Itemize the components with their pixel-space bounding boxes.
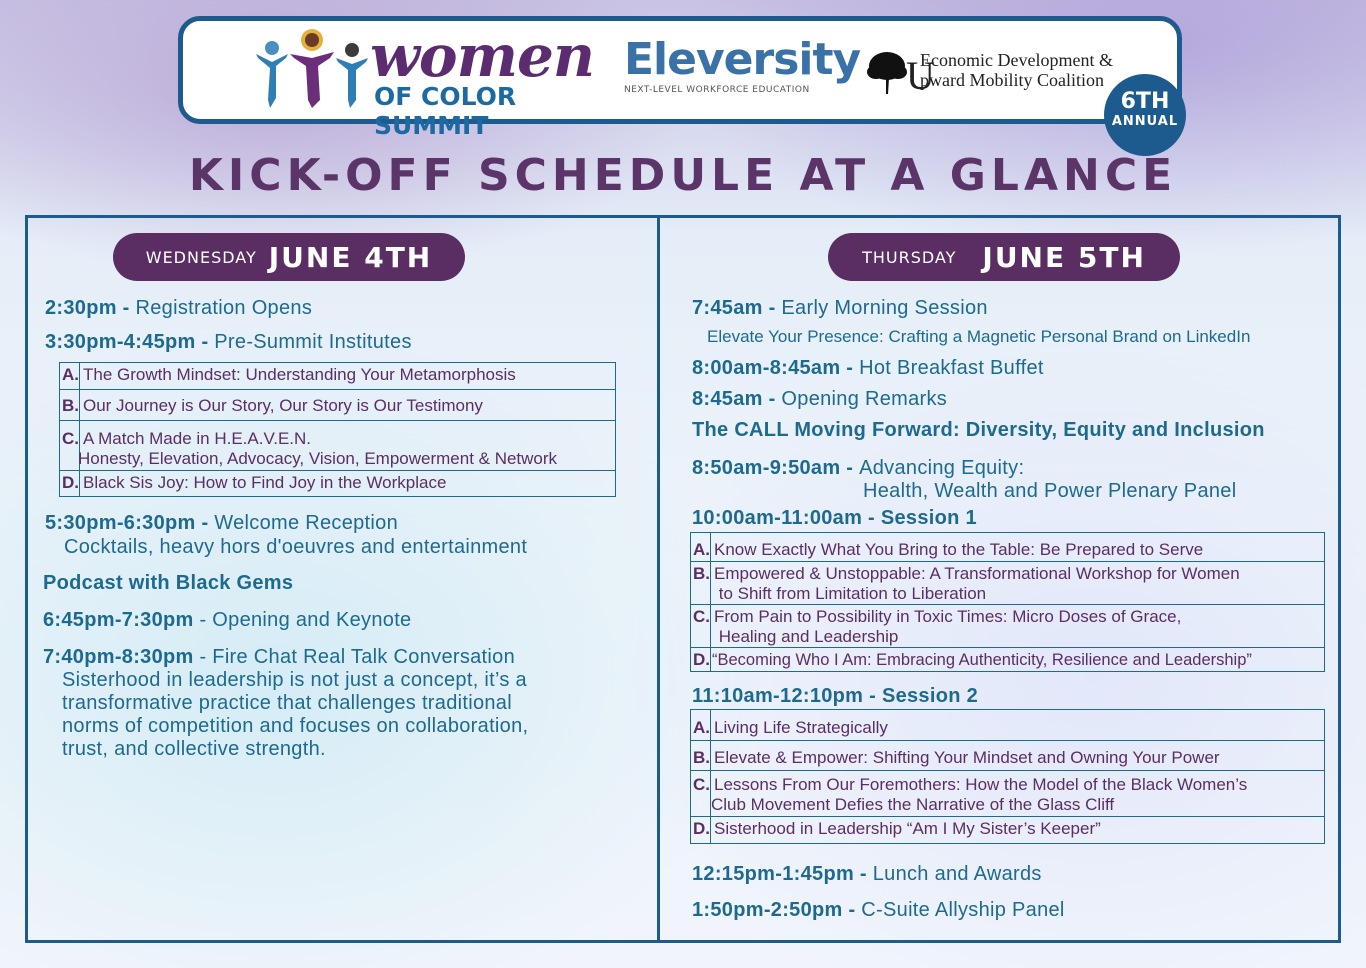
institute-letter: A. bbox=[60, 363, 80, 390]
session1-text-line1: Empowered & Unstoppable: A Transformational Workshop for Women bbox=[714, 564, 1240, 583]
registration-item bbox=[45, 297, 312, 320]
panel-label-2: Health, Wealth and Power Plenary Panel bbox=[863, 480, 1237, 502]
remarks-item bbox=[692, 388, 947, 411]
women-wordmark: women bbox=[370, 22, 595, 90]
session1-text bbox=[711, 605, 1325, 648]
early-session-time: 7:45am - bbox=[692, 297, 782, 319]
firechat-label: - Fire Chat Real Talk Conversation bbox=[193, 646, 515, 668]
table-row bbox=[691, 771, 1325, 817]
session2-text-line2: Club Movement Defies the Narrative of the Glass Cliff bbox=[711, 795, 1115, 814]
session1-text-line1: From Pain to Possibility in Toxic Times: Micro Doses of Grace, bbox=[714, 607, 1182, 626]
edumc-line-1: Economic Development & bbox=[920, 50, 1113, 70]
firechat-desc-line: norms of competition and focuses on collaboration, bbox=[62, 715, 529, 737]
badge-number: 6TH bbox=[1120, 89, 1170, 114]
people-figures-icon bbox=[250, 28, 370, 114]
keynote-label: - Opening and Keynote bbox=[193, 609, 412, 631]
of-color-summit-wordmark: OF COLOR SUMMIT bbox=[374, 82, 517, 140]
table-row bbox=[691, 562, 1325, 605]
session2-letter: C. bbox=[691, 771, 711, 817]
breakfast-label: Hot Breakfast Buffet bbox=[859, 357, 1044, 379]
csuite-item bbox=[692, 899, 1065, 922]
sixth-annual-badge bbox=[1104, 74, 1186, 156]
table-row bbox=[60, 390, 616, 421]
table-row bbox=[691, 817, 1325, 844]
session1-heading: 10:00am-11:00am - Session 1 bbox=[692, 507, 977, 529]
thursday-date-label: JUNE 5TH bbox=[982, 240, 1146, 274]
panel-time: 8:50am-9:50am - bbox=[692, 457, 860, 479]
session2-text: Elevate & Empower: Shifting Your Mindset and Owning Your Power bbox=[711, 741, 1325, 771]
registration-time: 2:30pm - bbox=[45, 297, 136, 319]
session2-heading: 11:10am-12:10pm - Session 2 bbox=[692, 685, 979, 707]
session2-text: Sisterhood in Leadership “Am I My Sister’s Keeper” bbox=[711, 817, 1325, 844]
presummit-label: Pre-Summit Institutes bbox=[214, 331, 412, 353]
firechat-desc-line: transformative practice that challenges traditional bbox=[62, 692, 512, 714]
tree-icon bbox=[866, 48, 908, 94]
presummit-item bbox=[45, 331, 412, 354]
session1-letter: B. bbox=[691, 562, 711, 605]
session1-table bbox=[690, 532, 1325, 672]
presummit-time: 3:30pm-4:45pm - bbox=[45, 331, 215, 353]
table-row bbox=[60, 363, 616, 390]
breakfast-time: 8:00am-8:45am - bbox=[692, 357, 860, 379]
csuite-label: C-Suite Allyship Panel bbox=[861, 899, 1065, 921]
session1-letter: D. bbox=[691, 648, 711, 672]
institute-letter: D. bbox=[60, 471, 80, 497]
session2-letter: D. bbox=[691, 817, 711, 844]
institute-text: Our Journey is Our Story, Our Story is Our Testimony bbox=[80, 390, 616, 421]
badge-text: ANNUAL bbox=[1111, 114, 1179, 129]
table-row bbox=[691, 741, 1325, 771]
institute-letter: C. bbox=[60, 421, 80, 471]
remarks-label: Opening Remarks bbox=[781, 388, 948, 410]
reception-item bbox=[45, 512, 398, 535]
session2-table bbox=[690, 709, 1325, 844]
table-row bbox=[60, 471, 616, 497]
lunch-label: Lunch and Awards bbox=[872, 863, 1042, 885]
early-session-item bbox=[692, 297, 988, 320]
lunch-time: 12:15pm-1:45pm - bbox=[692, 863, 873, 885]
page-title: KICK-OFF SCHEDULE AT A GLANCE bbox=[188, 150, 1178, 201]
table-row bbox=[691, 533, 1325, 562]
institute-text-line1: A Match Made in H.E.A.V.E.N. bbox=[83, 429, 312, 448]
keynote-time: 6:45pm-7:30pm bbox=[43, 609, 194, 631]
thursday-header-pill bbox=[828, 233, 1180, 281]
remarks-time: 8:45am - bbox=[692, 388, 782, 410]
session1-letter: C. bbox=[691, 605, 711, 648]
edumc-letter-u: U bbox=[906, 53, 935, 98]
institute-letter: B. bbox=[60, 390, 80, 421]
reception-time: 5:30pm-6:30pm - bbox=[45, 512, 215, 534]
women-of-color-summit-logo bbox=[250, 22, 610, 140]
session2-text bbox=[711, 771, 1325, 817]
session2-letter: A. bbox=[691, 710, 711, 741]
institutes-table bbox=[59, 362, 616, 497]
call-item: The CALL Moving Forward: Diversity, Equity and Inclusion bbox=[692, 419, 1265, 441]
breakfast-item bbox=[692, 357, 1044, 380]
session2-text-line1: Lessons From Our Foremothers: How the Model of the Black Women’s bbox=[714, 775, 1248, 794]
institute-text: Black Sis Joy: How to Find Joy in the Workplace bbox=[80, 471, 616, 497]
session1-text-line2: Healing and Leadership bbox=[714, 627, 899, 646]
edumc-line-2: pward Mobility Coalition bbox=[920, 70, 1104, 90]
edumc-logo bbox=[866, 46, 1126, 96]
panel-label: Advancing Equity: bbox=[859, 457, 1025, 479]
institute-text-line2: Honesty, Elevation, Advocacy, Vision, Empowerment & Network bbox=[78, 449, 558, 468]
session2-letter: B. bbox=[691, 741, 711, 771]
session1-text bbox=[711, 562, 1325, 605]
eleversity-tagline: NEXT-LEVEL WORKFORCE EDUCATION bbox=[624, 85, 810, 95]
table-row bbox=[691, 605, 1325, 648]
firechat-desc-line: Sisterhood in leadership is not just a concept, it’s a bbox=[62, 669, 527, 691]
firechat-time: 7:40pm-8:30pm bbox=[43, 646, 194, 668]
session1-text: Know Exactly What You Bring to the Table: Be Prepared to Serve bbox=[711, 533, 1325, 562]
column-divider bbox=[657, 215, 660, 943]
session2-text: Living Life Strategically bbox=[711, 710, 1325, 741]
wednesday-header-pill bbox=[113, 233, 465, 281]
eleversity-logo bbox=[624, 34, 861, 98]
table-row bbox=[60, 421, 616, 471]
institute-text bbox=[80, 421, 616, 471]
reception-label: Welcome Reception bbox=[214, 512, 399, 534]
session1-letter: A. bbox=[691, 533, 711, 562]
wednesday-day-label: WEDNESDAY bbox=[145, 247, 257, 267]
session1-text-line2: to Shift from Limitation to Liberation bbox=[714, 584, 987, 603]
early-session-detail: Elevate Your Presence: Crafting a Magnetic Personal Brand on LinkedIn bbox=[707, 327, 1251, 346]
podcast-item: Podcast with Black Gems bbox=[43, 572, 294, 594]
thursday-day-label: THURSDAY bbox=[862, 247, 957, 267]
table-row bbox=[691, 710, 1325, 741]
early-session-label: Early Morning Session bbox=[781, 297, 988, 319]
panel-item bbox=[692, 457, 1024, 480]
firechat-desc-line: trust, and collective strength. bbox=[62, 738, 326, 760]
registration-label: Registration Opens bbox=[135, 297, 313, 319]
institute-text: The Growth Mindset: Understanding Your Metamorphosis bbox=[80, 363, 616, 390]
wednesday-date-label: JUNE 4TH bbox=[268, 240, 433, 274]
keynote-item bbox=[43, 609, 412, 632]
lunch-item bbox=[692, 863, 1042, 886]
session1-text: “Becoming Who I Am: Embracing Authenticity, Resilience and Leadership” bbox=[711, 648, 1325, 672]
reception-detail: Cocktails, heavy hors d'oeuvres and entertainment bbox=[64, 536, 528, 558]
table-row bbox=[691, 648, 1325, 672]
csuite-time: 1:50pm-2:50pm - bbox=[692, 899, 862, 921]
firechat-item bbox=[43, 646, 515, 669]
eleversity-wordmark: Eleversity bbox=[624, 34, 861, 85]
